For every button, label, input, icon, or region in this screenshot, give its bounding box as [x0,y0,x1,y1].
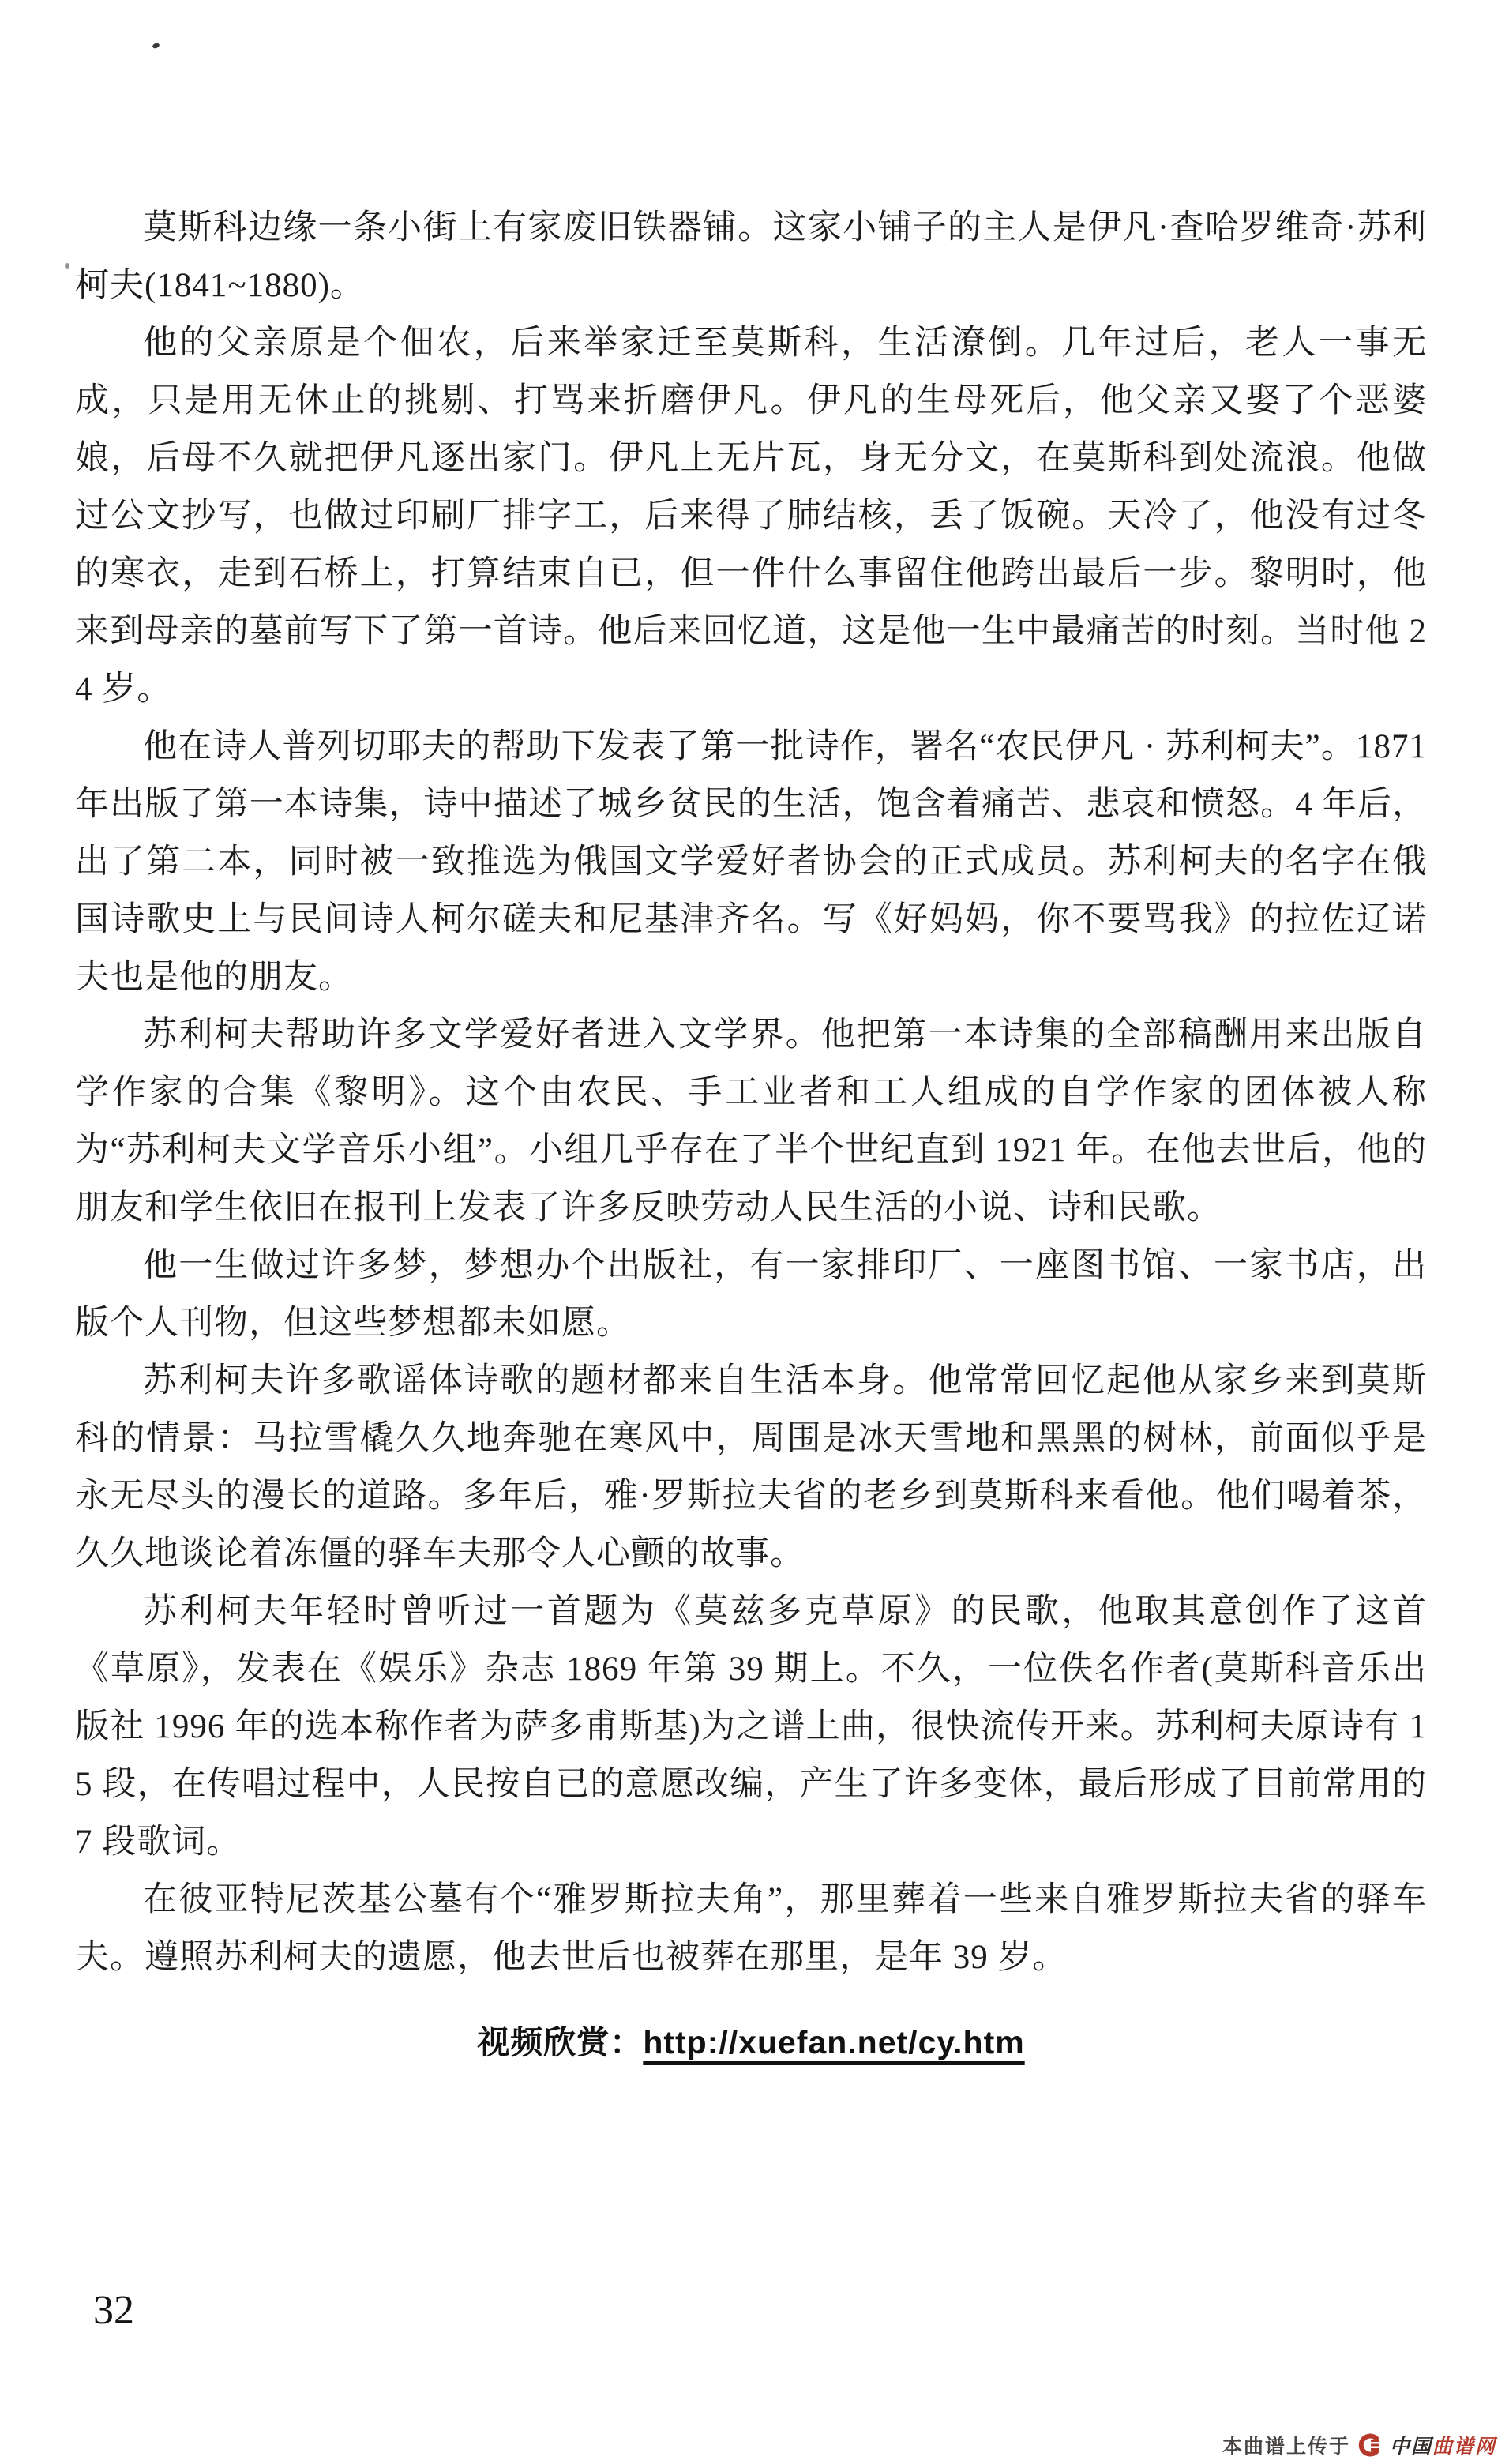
brand-name-red: 曲谱网 [1432,2436,1496,2458]
cqp-logo-icon [1358,2433,1382,2457]
body-text [75,199,1427,2063]
watermark-text: 本曲谱上传于 [1222,2436,1350,2458]
body-paragraph: 他在诗人普列切耶夫的帮助下发表了第一批诗作，署名“农民伊凡 · 苏利柯夫”。1871 年出版了第一本诗集，诗中描述了城乡贫民的生活，饱含着痛苦、悲哀和愤怒。4 年后，出了第二本，同时被一致推选为俄国文学爱好者协会的正式成员。苏利柯夫的名字在俄国诗歌史上与民间诗人柯尔磋夫和尼基津齐名。写《好妈妈，你不要骂我》的拉佐辽诺夫也是他的朋友。 [75,728,1427,996]
body-paragraph: 在彼亚特尼茨基公墓有个“雅罗斯拉夫角”，那里葬着一些来自雅罗斯拉夫省的驿车夫。遵照苏利柯夫的遗愿，他去世后也被葬在那里，是年 39 岁。 [75,1881,1427,1976]
body-paragraph: 苏利柯夫许多歌谣体诗歌的题材都来自生活本身。他常常回忆起他从家乡来到莫斯科的情景：马拉雪橇久久地奔驰在寒风中，周围是冰天雪地和黑黑的树林，前面似乎是永无尽头的漫长的道路。多年后，雅·罗斯拉夫省的老乡到莫斯科来看他。他们喝着茶，久久地谈论着冻僵的驿车夫那令人心颤的故事。 [75,1362,1427,1572]
scan-speck [65,263,69,269]
body-paragraph: 苏利柯夫年轻时曾听过一首题为《莫兹多克草原》的民歌，他取其意创作了这首《草原》，发表在《娱乐》杂志 1869 年第 39 期上。不久，一位佚名作者(莫斯科音乐出版社 1996 年的选本称作者为萨多甫斯基)为之谱上曲，很快流传开来。苏利柯夫原诗有 15 段，在传唱过程中，人民按自已的意愿改编，产生了许多变体，最后形成了目前常用的 7 段歌词。 [75,1593,1427,1861]
watermark-brand [1390,2431,1496,2459]
video-link-row [75,2016,1427,2063]
body-paragraph: 他的父亲原是个佃农，后来举家迁至莫斯科，生活潦倒。几年过后，老人一事无成，只是用无休止的挑剔、打骂来折磨伊凡。伊凡的生母死后，他父亲又娶了个恶婆娘，后母不久就把伊凡逐出家门。伊凡上无片瓦，身无分文，在莫斯科到处流浪。他做过公文抄写，也做过印刷厂排字工，后来得了肺结核，丢了饭碗。天冷了，他没有过冬的寒衣，走到石桥上，打算结束自已，但一件什么事留住他跨出最后一步。黎明时，他来到母亲的墓前写下了第一首诗。他后来回忆道，这是他一生中最痛苦的时刻。当时他 24 岁。 [75,325,1427,708]
body-paragraph: 莫斯科边缘一条小街上有家废旧铁器铺。这家小铺子的主人是伊凡·查哈罗维奇·苏利柯夫(1841~1880)。 [75,209,1427,304]
body-paragraph: 他一生做过许多梦，梦想办个出版社，有一家排印厂、一座图书馆、一家书店，出版个人刊物，但这些梦想都未如愿。 [75,1247,1427,1342]
video-link-label: 视频欣赏： [477,2024,644,2060]
page-number: 32 [93,2288,134,2333]
scan-speck [152,43,160,50]
body-paragraph: 苏利柯夫帮助许多文学爱好者进入文学界。他把第一本诗集的全部稿酬用来出版自学作家的合集《黎明》。这个由农民、手工业者和工人组成的自学作家的团体被人称为“苏利柯夫文学音乐小组”。小组几乎存在了半个世纪直到 1921 年。在他去世后，他的朋友和学生依旧在报刊上发表了许多反映劳动人民生活的小说、诗和民歌。 [75,1016,1427,1226]
brand-name-black: 中国 [1389,2436,1432,2458]
watermark [1222,2431,1496,2459]
video-link-url[interactable]: http://xuefan.net/cy.htm [643,2024,1025,2060]
